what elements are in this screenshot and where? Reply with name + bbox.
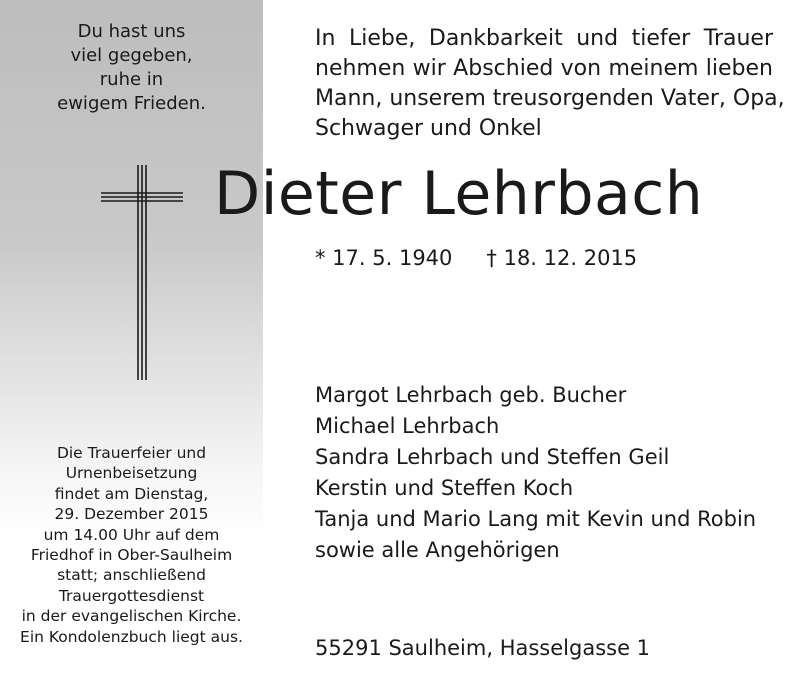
service-line: Friedhof in Ober-Saulheim xyxy=(30,546,233,565)
intro-line: nehmen wir Abschied von meinem lieben xyxy=(315,56,773,81)
service-line: um 14.00 Uhr auf dem xyxy=(43,525,220,544)
service-line: Ein Kondolenzbuch liegt aus. xyxy=(20,627,243,646)
motto xyxy=(0,20,263,116)
mourner: Tanja und Mario Lang mit Kevin und Robin xyxy=(315,507,757,531)
intro-line: Schwager und Onkel xyxy=(315,116,542,141)
motto-line: Du hast uns xyxy=(77,21,186,42)
service-line: statt; anschließend xyxy=(57,566,206,585)
mourner: Kerstin und Steffen Koch xyxy=(315,476,574,500)
address: 55291 Saulheim, Hasselgasse 1 xyxy=(315,636,651,660)
cross-icon xyxy=(101,165,183,380)
service-line: 29. Dezember 2015 xyxy=(54,505,209,524)
birth-date: * 17. 5. 1940 xyxy=(315,246,453,270)
intro-line: In Liebe, Dankbarkeit und tiefer Trauer xyxy=(315,26,773,51)
death-date: † 18. 12. 2015 xyxy=(486,246,638,270)
mourners-list xyxy=(315,380,756,566)
deceased-name: Dieter Lehrbach xyxy=(214,159,704,229)
motto-line: ewigem Frieden. xyxy=(57,93,206,114)
mourner: Sandra Lehrbach und Steffen Geil xyxy=(315,445,670,469)
service-line: Urnenbeisetzung xyxy=(65,464,198,483)
mourner: sowie alle Angehörigen xyxy=(315,538,560,562)
mourner: Margot Lehrbach geb. Bucher xyxy=(315,383,627,407)
service-line: findet am Dienstag, xyxy=(54,484,209,503)
intro-line: Mann, unserem treusorgenden Vater, Opa, xyxy=(315,86,785,111)
service-line: in der evangelischen Kirche. xyxy=(21,607,242,626)
life-dates xyxy=(315,244,637,272)
motto-line: viel gegeben, xyxy=(70,45,193,66)
service-line: Die Trauerfeier und xyxy=(56,444,207,462)
intro-text xyxy=(315,24,785,144)
mourner: Michael Lehrbach xyxy=(315,414,500,438)
service-line: Trauergottesdienst xyxy=(58,586,205,605)
motto-line: ruhe in xyxy=(99,69,164,90)
funeral-service-info xyxy=(0,443,263,647)
